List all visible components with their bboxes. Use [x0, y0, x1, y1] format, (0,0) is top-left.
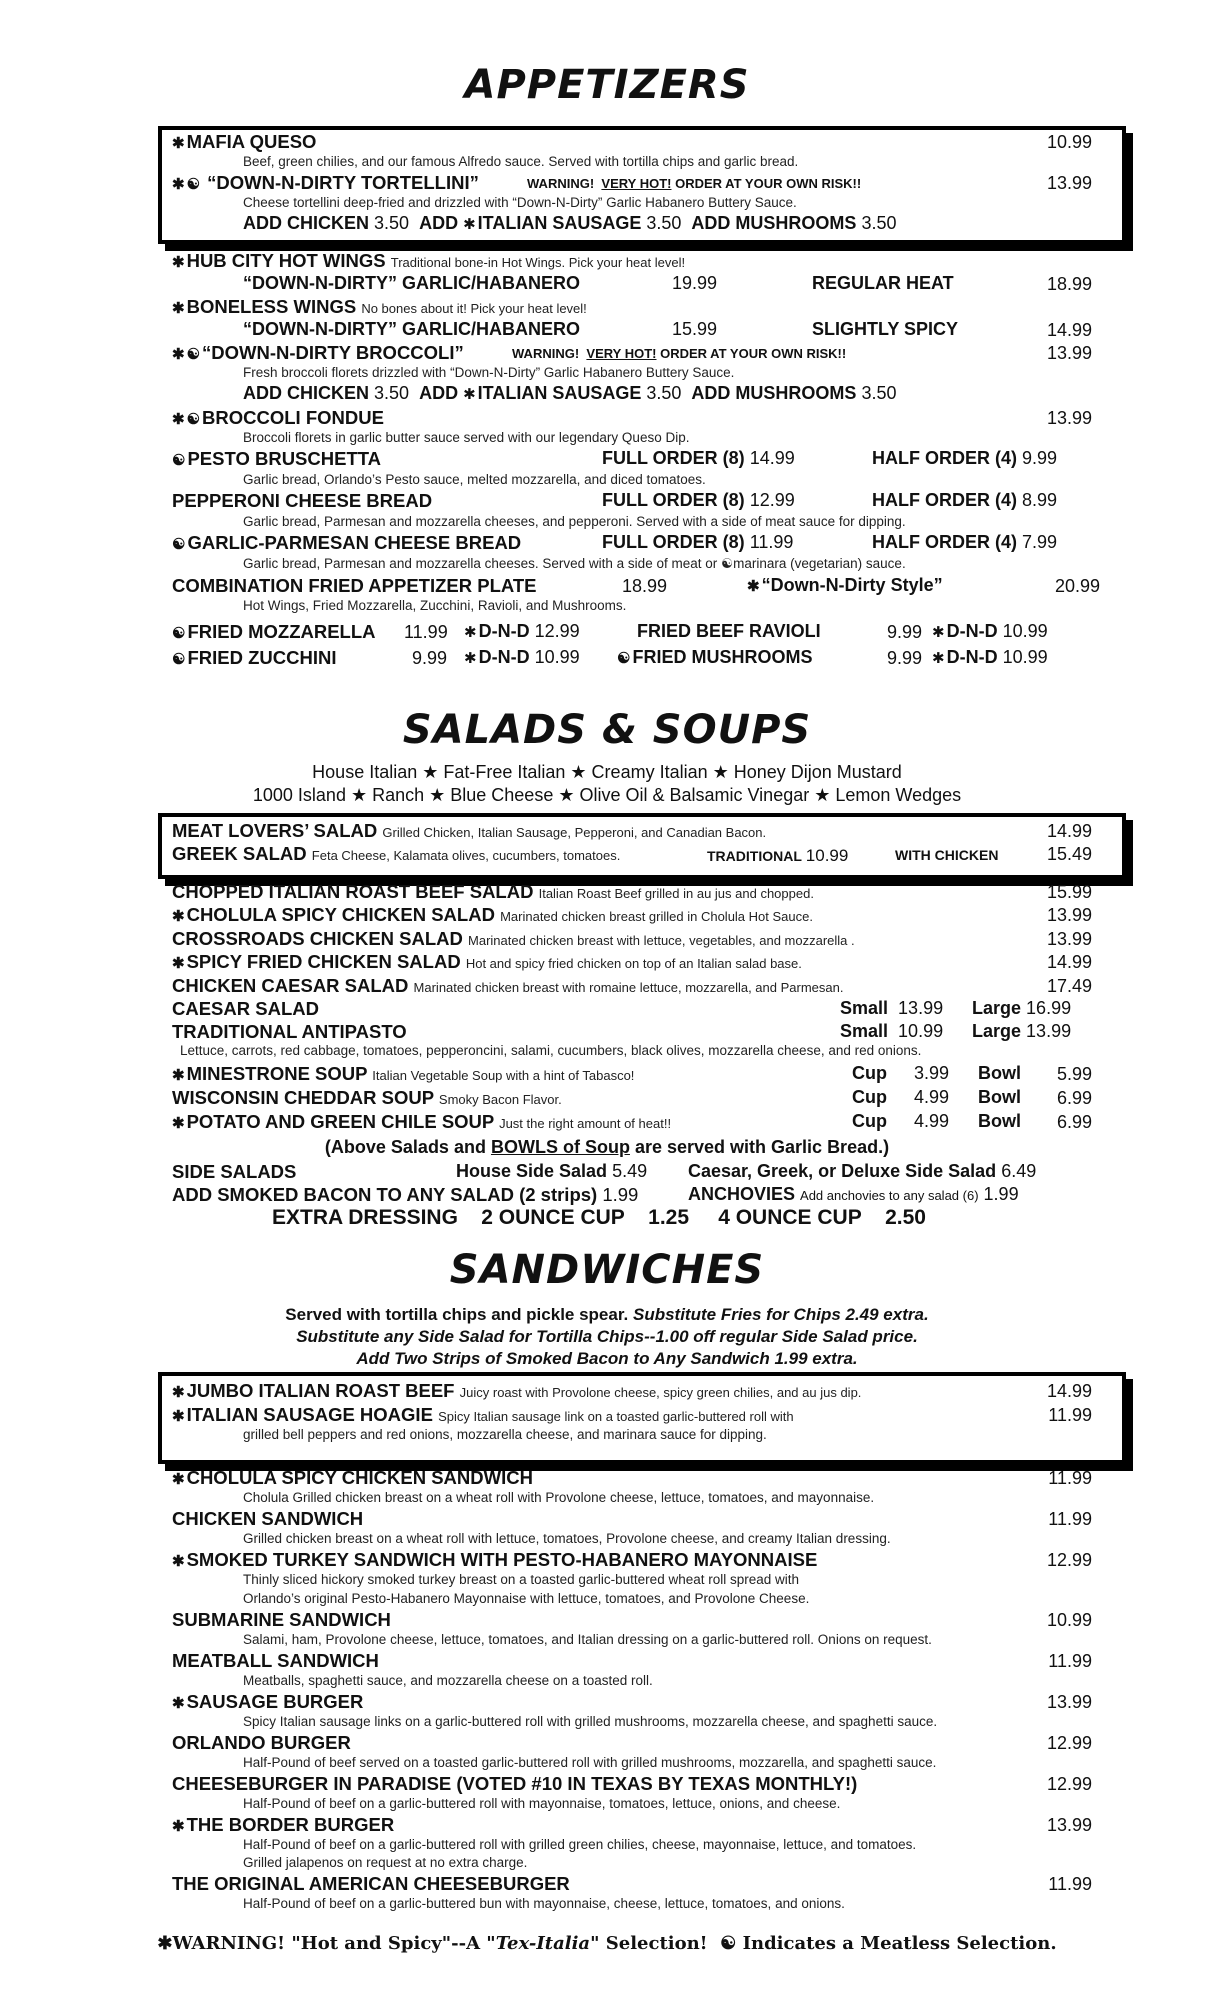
sandwich-intro: Served with tortilla chips and pickle spear. Substitute Fries for Chips 2.49 extra.: [285, 1305, 929, 1324]
meatless-icon: ☯: [186, 176, 201, 193]
item-description: Half-Pound of beef on a garlic-buttered roll with mayonnaise, tomatoes, lettuce, onions, and cheese.: [243, 1795, 841, 1811]
menu-item: [172, 975, 1092, 999]
item-description: Marinated chicken breast grilled in Cholula Hot Sauce.: [500, 909, 813, 925]
extra-dressing: EXTRA DRESSING 2 OUNCE CUP 1.25 4 OUNCE CUP 2.50: [272, 1206, 926, 1229]
menu-item: [172, 951, 1092, 975]
salads-title: SALADS & SOUPS: [402, 707, 812, 753]
menu-item: ✱ MAFIA QUESO 10.99: [172, 131, 1092, 152]
bowl-label: Bowl: [978, 1087, 1021, 1108]
hot-icon: ✱: [157, 1933, 173, 1954]
sandwich-intro: Substitute any Side Salad for Tortilla Chips--1.00 off regular Side Salad price.: [296, 1327, 918, 1346]
menu-item: ✱ ☯ BROCCOLI FONDUE 13.99: [172, 407, 1092, 428]
cup-price: 4.99: [914, 1111, 950, 1132]
item-name: [172, 1508, 363, 1530]
item-name: [172, 1609, 391, 1631]
item-description: Grilled jalapenos on request at no extra charge.: [243, 1855, 528, 1870]
menu-item: [172, 1609, 1092, 1633]
item-name: [172, 1773, 857, 1795]
meatless-icon: ☯: [721, 556, 734, 571]
item-name-text: CHEESEBURGER IN PARADISE (VOTED #10 IN TEXAS BY TEXAS MONTHLY!): [172, 1772, 858, 1794]
hot-icon: ✱: [747, 578, 760, 595]
item-name-text: MEATBALL SANDWICH: [172, 1649, 379, 1671]
menu-item: [172, 1814, 1092, 1838]
item-name: [172, 881, 814, 903]
side-salads: SIDE SALADS House Side Salad 5.49 Caesar, Greek, or Deluxe Side Salad 6.49: [172, 1161, 1037, 1182]
bowl-price: 6.99: [1056, 1088, 1092, 1109]
menu-item: [172, 1873, 1092, 1897]
hot-icon: ✱: [172, 411, 185, 428]
hot-icon: ✱: [172, 1067, 185, 1084]
item-name: [172, 904, 813, 926]
item-description: Hot and spicy fried chicken on top of an Italian salad base.: [465, 956, 802, 972]
bowl-label: Bowl: [978, 1111, 1021, 1132]
addons-line: ADD CHICKEN 3.50 ADD ✱ ITALIAN SAUSAGE 3.50 ADD MUSHROOMS 3.50: [243, 213, 897, 233]
cup-label: Cup: [852, 1087, 887, 1108]
menu-item: PEPPERONI CHEESE BREAD FULL ORDER (8) 12.99 HALF ORDER (4) 8.99: [172, 490, 1058, 511]
item-price: 13.99: [1046, 905, 1092, 926]
item-name-text: THE BORDER BURGER: [186, 1813, 395, 1835]
hot-icon: ✱: [172, 1115, 185, 1133]
item-name-text: CHOLULA SPICY CHICKEN SALAD: [186, 904, 495, 926]
hot-icon: ✱: [172, 1553, 185, 1570]
item-description: Italian Vegetable Soup with a hint of Tabasco!: [372, 1068, 635, 1083]
hot-icon: ✱: [463, 216, 476, 233]
item-name-text: WISCONSIN CHEDDAR SOUP: [172, 1087, 434, 1109]
item-name-text: SMOKED TURKEY SANDWICH WITH PESTO-HABANERO MAYONNAISE: [186, 1549, 818, 1570]
item-name-text: POTATO AND GREEN CHILE SOUP: [186, 1111, 494, 1133]
item-name-text: SUBMARINE SANDWICH: [172, 1608, 391, 1630]
bacon-anchovies: ADD SMOKED BACON TO ANY SALAD (2 strips) 1.99 ANCHOVIES Add anchovies to any salad (6) 1.99: [172, 1184, 1019, 1205]
item-description: Marinated chicken breast with lettuce, vegetables, and mozzarella .: [468, 932, 855, 948]
item-description: Broccoli florets in garlic butter sauce served with our legendary Queso Dip.: [243, 430, 690, 445]
menu-item: [172, 904, 1092, 928]
item-name-text: CHICKEN CAESAR SALAD: [172, 974, 409, 996]
item-description: Beef, green chilies, and our famous Alfredo sauce. Served with tortilla chips and garlic bread.: [243, 154, 799, 169]
menu-item: MEAT LOVERS’ SALAD Grilled Chicken, Italian Sausage, Pepperoni, and Canadian Bacon. 14.99: [172, 820, 1092, 841]
item-name: [172, 1549, 817, 1571]
item-price: 11.99: [1048, 1468, 1092, 1488]
bowl-price: 5.99: [1056, 1064, 1092, 1084]
item-description: Cholula Grilled chicken breast on a wheat roll with Provolone cheese, lettuce, tomatoes, and mayonnaise.: [243, 1490, 875, 1505]
item-name: [172, 1467, 533, 1489]
menu-item: ☯ FRIED MOZZARELLA 11.99 ✱ D-N-D 12.99 FRIED BEEF RAVIOLI 9.99 ✱ D-N-D 10.99: [172, 621, 1048, 642]
sandwich-intro: Add Two Strips of Smoked Bacon to Any Sandwich 1.99 extra.: [356, 1349, 858, 1368]
menu-item: [172, 1773, 1092, 1797]
hot-icon: ✱: [172, 1471, 185, 1488]
salad-note: (Above Salads and BOWLS of Soup are served with Garlic Bread.): [324, 1137, 890, 1157]
hot-icon: ✱: [172, 176, 185, 193]
item-description: Half-Pound of beef on a garlic-buttered roll with grilled green chilies, cheese, mayonnaise, lettuce, and tomatoes.: [243, 1836, 917, 1852]
dressings-line: 1000 Island ★ Ranch ★ Blue Cheese ★ Olive Oil & Balsamic Vinegar ★ Lemon Wedges: [252, 785, 962, 805]
hot-icon: ✱: [172, 300, 185, 317]
hot-icon: ✱: [463, 386, 476, 403]
item-description: Half-Pound of beef on a garlic-buttered bun with mayonnaise, cheese, lettuce, tomatoes, and onions.: [243, 1896, 845, 1911]
hot-icon: ✱: [172, 1384, 185, 1401]
item-price: 12.99: [1046, 1773, 1092, 1794]
item-description: Thinly sliced hickory smoked turkey breast on a toasted garlic-buttered wheat roll spread with: [243, 1572, 800, 1587]
item-price: 15.99: [1046, 882, 1092, 902]
item-price: 11.99: [1048, 1509, 1092, 1529]
menu-item: ✱ ITALIAN SAUSAGE HOAGIE Spicy Italian sausage link on a toasted garlic-buttered roll with 11.99: [172, 1404, 1092, 1425]
item-name-text: CROSSROADS CHICKEN SALAD: [172, 927, 463, 949]
item-name: [172, 1732, 351, 1754]
item-name: [172, 1650, 379, 1672]
item-description: Orlando’s original Pesto-Habanero Mayonnaise with lettuce, tomatoes, and Provolone Cheese.: [243, 1590, 810, 1606]
menu-item: [172, 1549, 1092, 1573]
item-name: [172, 975, 843, 997]
item-description: Half-Pound of beef served on a toasted garlic-buttered roll with grilled mushrooms, mozzarella, and spaghetti sauce.: [243, 1754, 937, 1770]
menu-item: [172, 1063, 1092, 1087]
addons-line: ADD CHICKEN 3.50 ADD ✱ ITALIAN SAUSAGE 3.50 ADD MUSHROOMS 3.50: [243, 383, 897, 403]
menu-item: [172, 1467, 1092, 1491]
item-name: [172, 1063, 634, 1085]
item-price: 17.49: [1046, 975, 1092, 996]
hot-icon: ✱: [172, 254, 185, 271]
menu-item: [172, 1650, 1092, 1674]
menu-item: [172, 1087, 1092, 1111]
item-description: Grilled chicken breast on a wheat roll with lettuce, tomatoes, Provolone cheese, and creamy Italian dressing.: [243, 1531, 891, 1546]
meatless-icon: ☯: [172, 452, 186, 469]
item-description: grilled bell peppers and red onions, mozzarella cheese, and marinara sauce for dipping.: [243, 1427, 767, 1442]
menu-item: ✱ BONELESS WINGS No bones about it! Pick your heat level!: [172, 296, 587, 317]
item-name-text: CHOLULA SPICY CHICKEN SANDWICH: [186, 1467, 533, 1488]
menu-option-row: “DOWN-N-DIRTY” GARLIC/HABANERO 15.99 SLIGHTLY SPICY 14.99: [243, 319, 1092, 340]
item-name-text: SAUSAGE BURGER: [186, 1690, 364, 1712]
menu-item: COMBINATION FRIED APPETIZER PLATE 18.99 ✱ “Down-N-Dirty Style” 20.99: [172, 575, 1100, 596]
cup-label: Cup: [852, 1063, 887, 1083]
hot-icon: ✱: [172, 908, 185, 926]
item-name: [172, 1087, 562, 1109]
menu-item: ☯ GARLIC-PARMESAN CHEESE BREAD FULL ORDER (8) 11.99 HALF ORDER (4) 7.99: [172, 532, 1058, 553]
menu-item: [172, 1691, 1092, 1715]
menu-item: ☯ FRIED ZUCCHINI 9.99 ✱ D-N-D 10.99 ☯ FRIED MUSHROOMS 9.99 ✱ D-N-D 10.99: [172, 647, 1048, 668]
item-description: Hot Wings, Fried Mozzarella, Zucchini, Ravioli, and Mushrooms.: [243, 598, 627, 613]
hot-icon: ✱: [172, 1408, 185, 1425]
appetizers-title: APPETIZERS: [464, 62, 750, 108]
hot-icon: ✱: [172, 346, 185, 363]
menu-item: ☯ PESTO BRUSCHETTA FULL ORDER (8) 14.99 HALF ORDER (4) 9.99: [172, 448, 1058, 469]
menu-item: [172, 928, 1092, 952]
item-description: Spicy Italian sausage links on a garlic-buttered roll with grilled mushrooms, mozzarella cheese, and spaghetti sauce.: [243, 1713, 938, 1729]
item-name: [172, 951, 802, 973]
warning-text: WARNING! VERY HOT! ORDER AT YOUR OWN RISK!!: [512, 346, 847, 361]
item-name-text: ORLANDO BURGER: [172, 1731, 351, 1753]
item-name: [172, 1111, 671, 1133]
hot-icon: ✱: [932, 650, 945, 667]
dressings-line: House Italian ★ Fat-Free Italian ★ Creamy Italian ★ Honey Dijon Mustard: [312, 762, 902, 782]
item-name-text: SPICY FRIED CHICKEN SALAD: [186, 951, 461, 973]
hot-icon: ✱: [172, 1694, 185, 1712]
meatless-icon: ☯: [186, 411, 201, 428]
item-price: 10.99: [1046, 1609, 1092, 1630]
meatless-icon: ☯: [617, 650, 631, 667]
item-price: 14.99: [1046, 952, 1092, 973]
bowl-label: Bowl: [978, 1063, 1021, 1083]
item-name-text: MINESTRONE SOUP: [186, 1063, 368, 1084]
cup-label: Cup: [852, 1111, 887, 1132]
warning-text: WARNING! VERY HOT! ORDER AT YOUR OWN RISK!!: [527, 176, 862, 191]
menu-item: ✱ HUB CITY HOT WINGS Traditional bone-in Hot Wings. Pick your heat level!: [172, 250, 686, 271]
bowl-price: 6.99: [1056, 1112, 1092, 1133]
footer-legend: ✱WARNING! "Hot and Spicy"--A "Tex-Italia" Selection! ☯ Indicates a Meatless Selection.: [157, 1933, 1057, 1954]
item-description: Lettuce, carrots, red cabbage, tomatoes, pepperoncini, salami, cucumbers, black olives, mozzarella cheese, and red onions.: [180, 1043, 922, 1058]
item-name: [172, 1873, 570, 1895]
item-description: Meatballs, spaghetti sauce, and mozzarella cheese on a toasted roll.: [243, 1672, 653, 1688]
menu-item: [172, 1508, 1092, 1532]
menu-item: [172, 1111, 1092, 1135]
item-name: [172, 1691, 363, 1713]
item-name: [172, 928, 855, 950]
item-name: [172, 1814, 394, 1836]
item-description: Smoky Bacon Flavor.: [438, 1092, 562, 1108]
menu-option-row: “DOWN-N-DIRTY” GARLIC/HABANERO 19.99 REGULAR HEAT 18.99: [243, 273, 1092, 294]
item-description: Italian Roast Beef grilled in au jus and chopped.: [538, 886, 814, 901]
item-name-text: THE ORIGINAL AMERICAN CHEESEBURGER: [172, 1873, 570, 1894]
meatless-icon: ☯: [172, 625, 186, 642]
item-description: Fresh broccoli florets drizzled with “Down-N-Dirty” Garlic Habanero Buttery Sauce.: [243, 365, 735, 380]
item-price: 12.99: [1046, 1550, 1092, 1570]
item-description: Garlic bread, Parmesan and mozzarella cheeses, and pepperoni. Served with a side of meat sauce for dipping.: [243, 514, 906, 529]
hot-icon: ✱: [464, 624, 477, 641]
hot-icon: ✱: [464, 650, 477, 667]
menu-item: ✱ ☯ “DOWN-N-DIRTY TORTELLINI” WARNING! VERY HOT! ORDER AT YOUR OWN RISK!! 13.99: [172, 172, 1092, 193]
hot-icon: ✱: [932, 624, 945, 641]
item-name-text: CHOPPED ITALIAN ROAST BEEF SALAD: [172, 881, 534, 902]
menu-item: TRADITIONAL ANTIPASTO Small 10.99 Large 13.99: [172, 1021, 1072, 1042]
hot-icon: ✱: [172, 1817, 185, 1835]
item-description: Salami, ham, Provolone cheese, lettuce, tomatoes, and Italian dressing on a garlic-buttered roll. Onions on request.: [243, 1631, 932, 1647]
cup-price: 3.99: [914, 1063, 950, 1083]
meatless-icon: ☯: [186, 346, 201, 363]
item-price: 13.99: [1046, 1691, 1092, 1712]
menu-item: ✱ JUMBO ITALIAN ROAST BEEF Juicy roast with Provolone cheese, spicy green chilies, and au jus dip. 14.99: [172, 1380, 1092, 1401]
menu-item: ✱ ☯ “DOWN-N-DIRTY BROCCOLI” WARNING! VERY HOT! ORDER AT YOUR OWN RISK!! 13.99: [172, 342, 1092, 363]
item-price: 11.99: [1048, 1650, 1092, 1671]
menu-item: [172, 881, 1092, 905]
meatless-icon: ☯: [172, 651, 186, 668]
item-price: 11.99: [1048, 1874, 1092, 1894]
item-description: Cheese tortellini deep-fried and drizzled with “Down-N-Dirty” Garlic Habanero Buttery Sauce.: [243, 195, 797, 210]
menu-item: GREEK SALAD Feta Cheese, Kalamata olives, cucumbers, tomatoes. TRADITIONAL 10.99 WITH CHICKEN 15.49: [172, 843, 1092, 865]
item-price: 13.99: [1046, 1814, 1092, 1835]
item-description: Garlic bread, Orlando’s Pesto sauce, melted mozzarella, and diced tomatoes.: [243, 472, 706, 487]
item-name-text: CHICKEN SANDWICH: [172, 1508, 364, 1529]
item-description: Garlic bread, Parmesan and mozzarella cheeses. Served with a side of meat or ☯marinara (vegetarian) sauce.: [243, 556, 906, 571]
hot-icon: ✱: [172, 955, 185, 973]
menu-item: CAESAR SALAD Small 13.99 Large 16.99: [172, 998, 1072, 1019]
sandwiches-title: SANDWICHES: [449, 1247, 765, 1293]
cup-price: 4.99: [914, 1087, 950, 1108]
item-description: Just the right amount of heat!!: [499, 1116, 672, 1132]
meatless-icon: ☯: [172, 536, 186, 553]
item-description: Marinated chicken breast with romaine lettuce, mozzarella, and Parmesan.: [413, 979, 844, 995]
menu-item: [172, 1732, 1092, 1756]
meatless-icon: ☯: [720, 1933, 737, 1954]
item-price: 12.99: [1046, 1732, 1092, 1753]
item-price: 13.99: [1046, 928, 1092, 949]
hot-icon: ✱: [172, 135, 185, 152]
